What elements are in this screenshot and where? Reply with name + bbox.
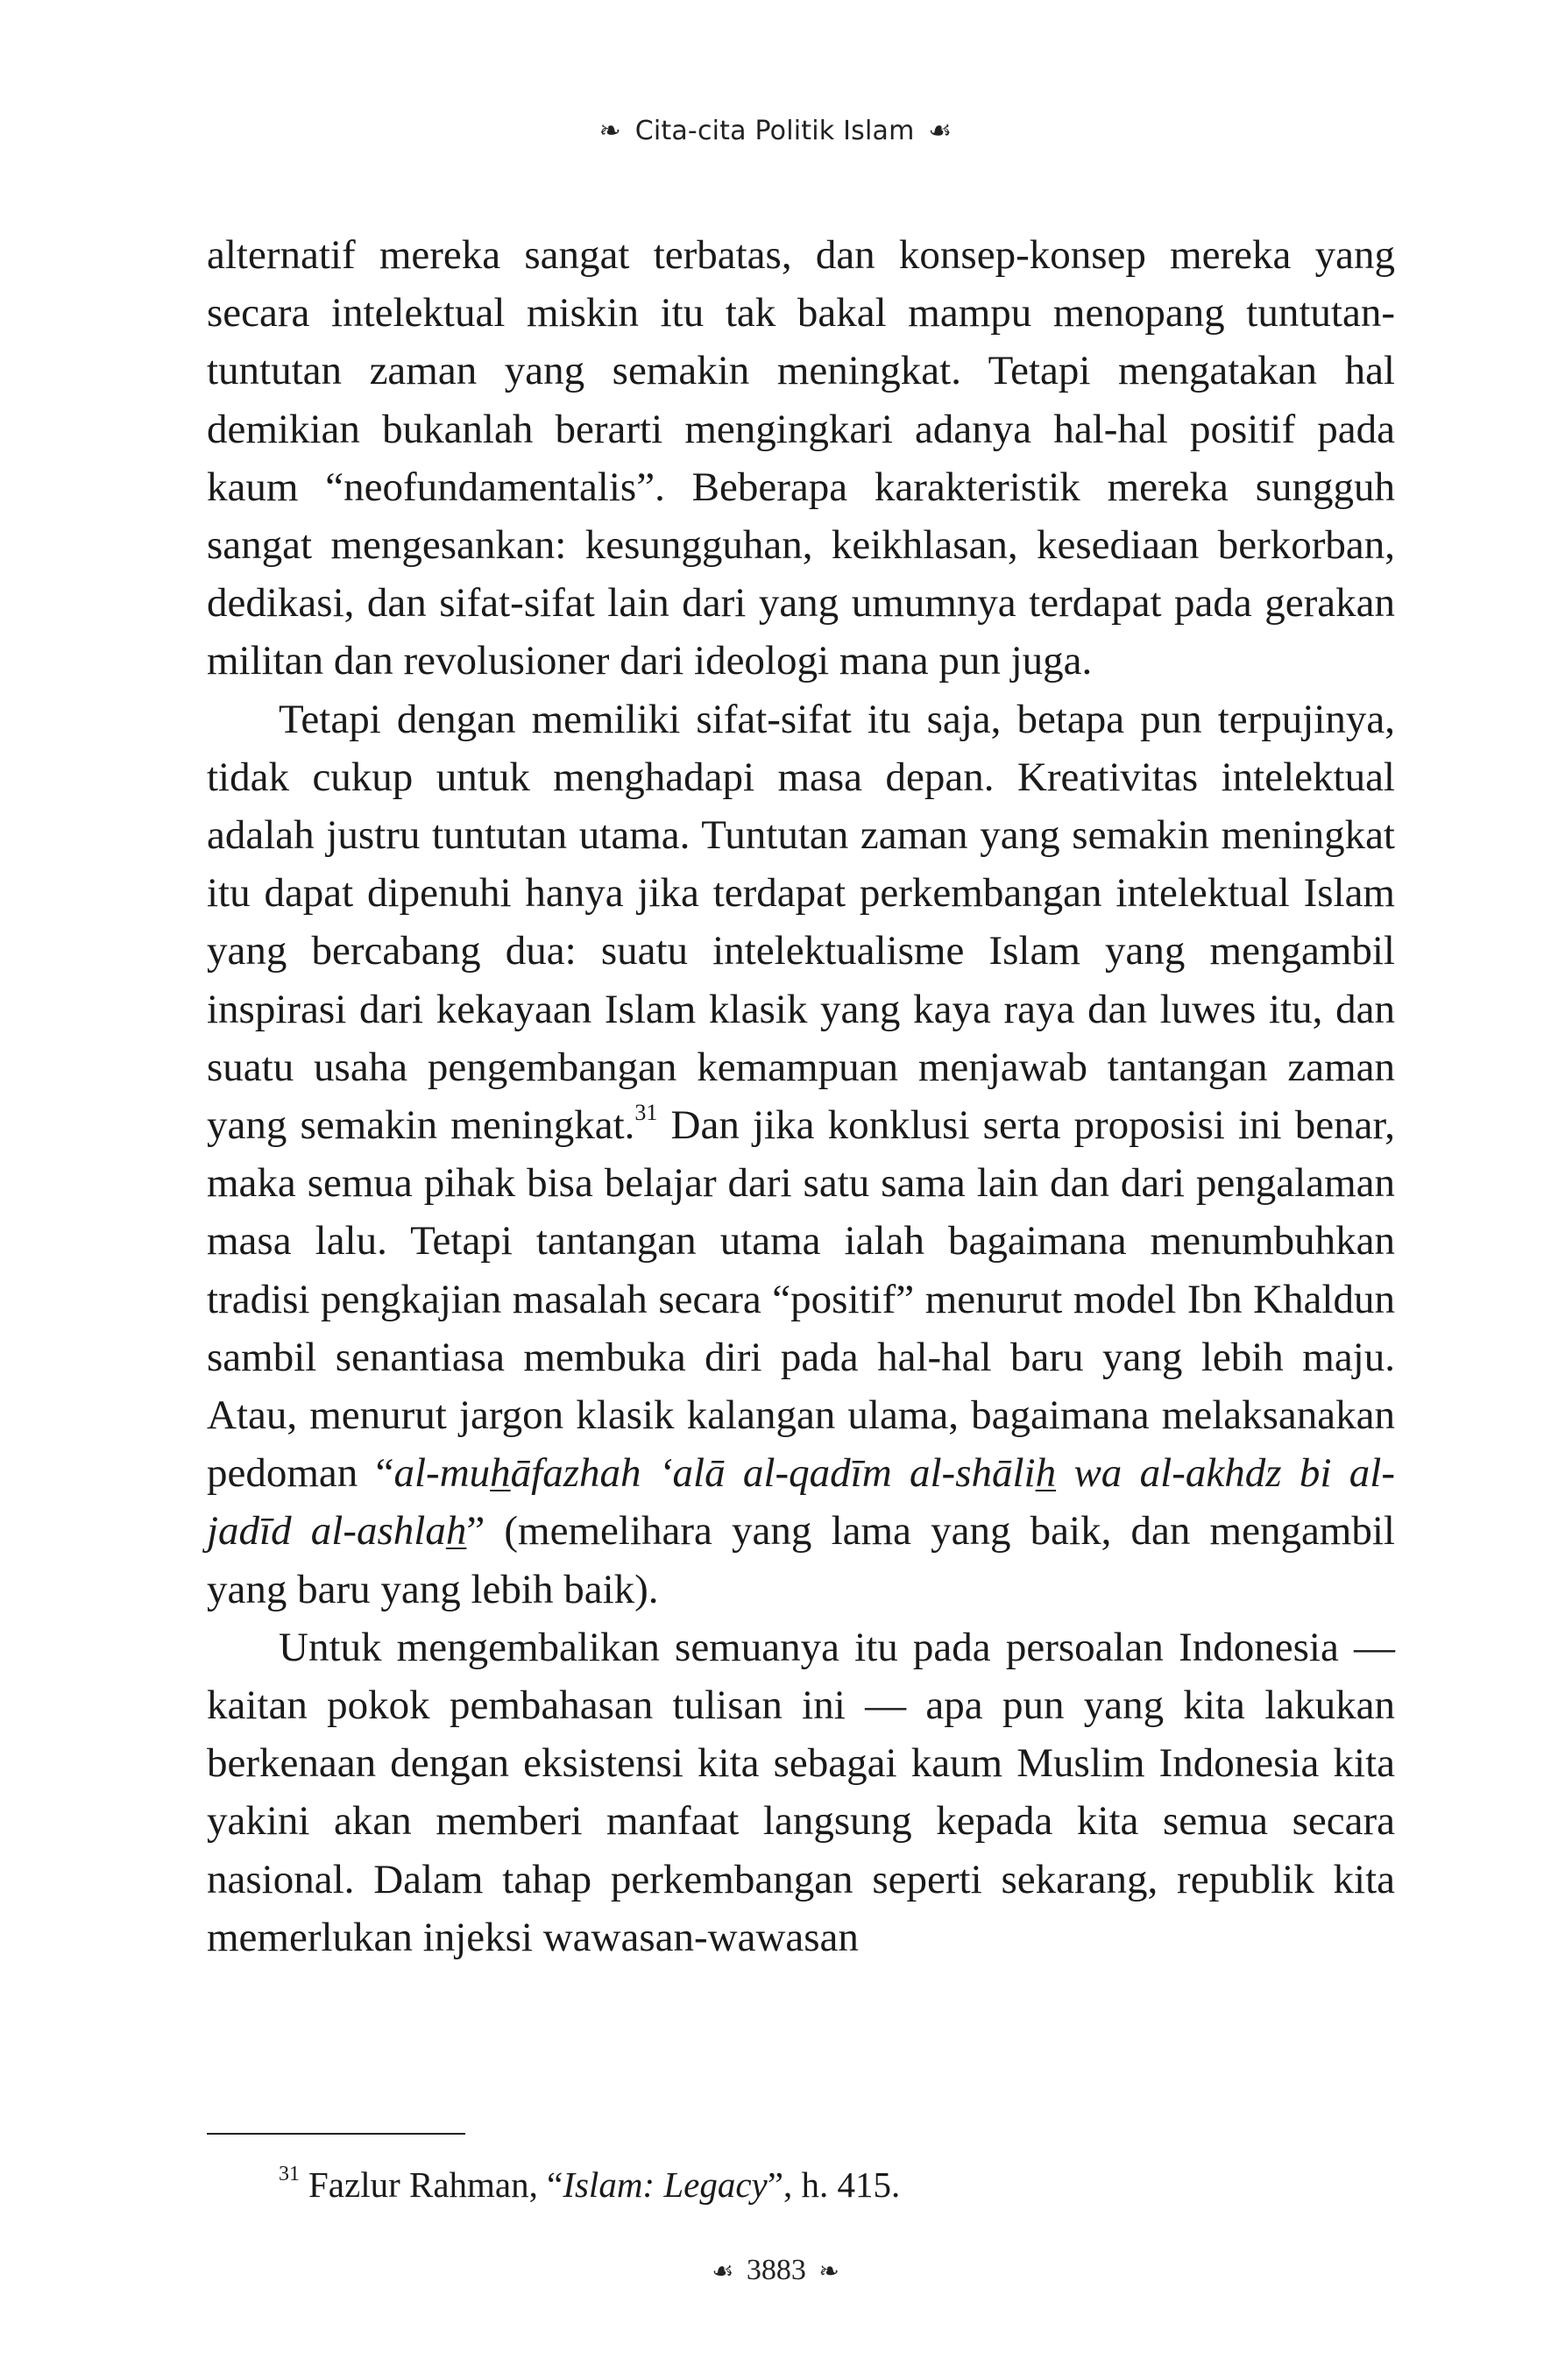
transliteration-part: wa al-akhdz bi al-jadīd al-ashla xyxy=(207,1450,1396,1555)
transliteration-underlined: h xyxy=(1035,1450,1057,1497)
footnote-number: 31 xyxy=(279,2163,300,2186)
ornament-left-icon: ☙ xyxy=(712,2256,734,2285)
page-number: 3883 xyxy=(746,2254,806,2286)
paragraph-2 xyxy=(207,691,1395,1619)
page-number-footer xyxy=(0,2254,1551,2287)
paragraph-text: Untuk mengembalikan semuanya itu pada persoalan Indonesia — kaitan pokok pembahasan tulisan ini — apa pun yang kita lakukan berkenaan dengan eksistensi kita sebagai kaum Muslim Indonesia kita yakini akan memberi manfaat langsung kepada kita semua secara nasional. Dalam tahap perkembangan seperti sekarang, republik kita memerlukan injeksi wawasan-wawasan xyxy=(207,1624,1395,1960)
footnote-text-end: ”, h. 415. xyxy=(767,2164,901,2205)
footnote-reference[interactable]: 31 xyxy=(634,1100,658,1126)
paragraph-text: Tetapi dengan memiliki sifat-sifat itu saja, betapa pun terpujinya, tidak cukup untuk menghadapi masa depan. Kreativitas intelektual adalah justru tuntutan utama. Tuntutan zaman yang semakin meningkat itu dapat dipenuhi hanya jika terdapat perkembangan intelektual Islam yang bercabang dua: suatu intelektualisme Islam yang mengambil inspirasi dari kekayaan Islam klasik yang kaya raya dan luwes itu, dan suatu usaha pengembangan kemampuan menjawab tantangan zaman yang semakin meningkat. xyxy=(207,696,1395,1149)
paragraph-1 xyxy=(207,226,1395,691)
footnote-separator xyxy=(207,2133,465,2135)
transliteration-underlined: h xyxy=(490,1450,511,1497)
ornament-right-icon: ☙ xyxy=(928,116,953,146)
transliteration-part: āfazhah ‘alā al-qadīm al-shāli xyxy=(510,1450,1036,1497)
paragraph-text: ” (memelihara yang lama yang baik, dan mengambil yang baru yang lebih baik). xyxy=(207,1508,1395,1612)
footnote xyxy=(279,2161,1392,2208)
paragraph-text: alternatif mereka sangat terbatas, dan konsep-konsep mereka yang secara intelektual miskin itu tak bakal mampu menopang tuntutan-tuntutan zaman yang semakin meningkat. Tetapi mengatakan hal demikian bukanlah berarti mengingkari adanya hal-hal positif pada kaum “neofundamentalis”. Beberapa karakteristik mereka sungguh sangat mengesankan: kesungguhan, keikhlasan, kesediaan berkorban, dedikasi, dan sifat-sifat lain dari yang umumnya terdapat pada gerakan militan dan revolusioner dari ideologi mana pun juga. xyxy=(207,232,1395,684)
running-header xyxy=(0,116,1551,146)
ornament-right-icon: ❧ xyxy=(818,2256,839,2285)
body-text xyxy=(207,226,1395,1966)
running-header-title: Cita-cita Politik Islam xyxy=(634,116,915,146)
footnote-title: Islam: Legacy xyxy=(563,2164,768,2205)
transliteration-part: al-mu xyxy=(393,1450,491,1497)
paragraph-3 xyxy=(207,1619,1395,1966)
paragraph-text: Dan jika konklusi serta proposisi ini benar, maka semua pihak bisa belajar dari satu sama lain dan dari pengalaman masa lalu. Tetapi tantangan utama ialah bagaimana menumbuhkan tradisi pengkajian masalah secara “positif” menurut model Ibn Khaldun sambil senantiasa membuka diri pada hal-hal baru yang lebih maju. Atau, menurut jargon klasik kalangan ulama, bagaimana melaksanakan pedoman “ xyxy=(207,1102,1395,1497)
transliteration-underlined: h xyxy=(445,1508,467,1555)
footnote-text: Fazlur Rahman, “ xyxy=(308,2164,563,2205)
ornament-left-icon: ❧ xyxy=(598,116,621,146)
